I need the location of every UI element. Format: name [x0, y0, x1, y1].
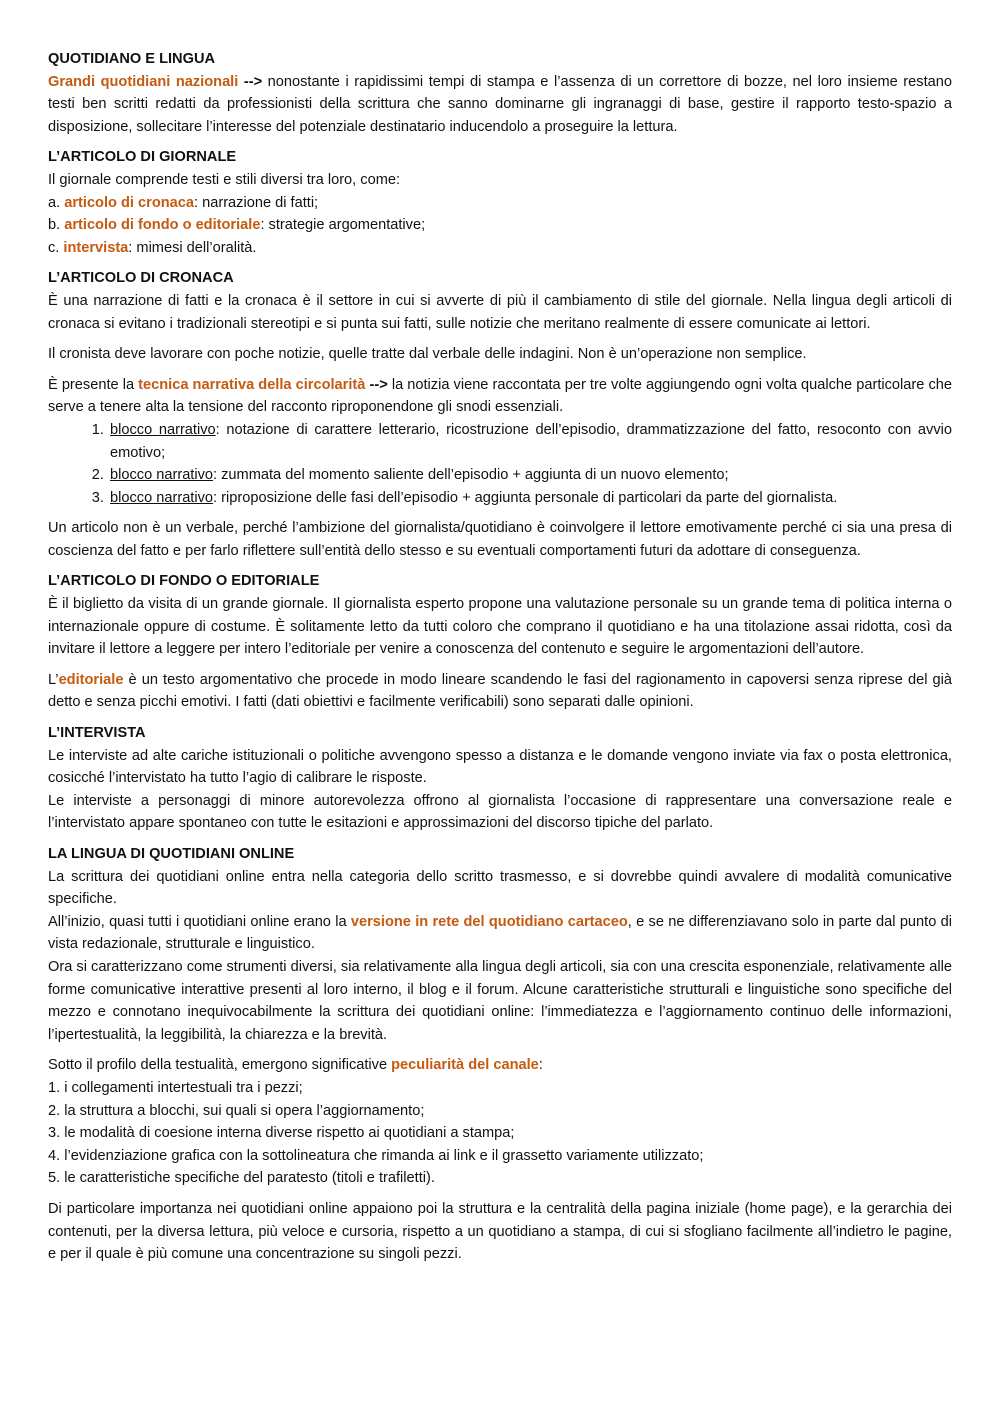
highlight-term: intervista: [63, 239, 129, 256]
highlight-term: Grandi quotidiani nazionali: [48, 73, 239, 90]
section-heading-intervista: L’INTERVISTA: [48, 725, 146, 742]
list-item: [48, 192, 952, 215]
list-item: [108, 419, 952, 464]
arrow: -->: [243, 73, 263, 90]
highlight-term: editoriale: [58, 671, 124, 688]
paragraph-text: È presente la: [48, 376, 139, 393]
list-prefix: b.: [48, 217, 65, 234]
underlined-term: blocco narrativo: [110, 467, 214, 484]
highlight-term: versione in rete del quotidiano cartaceo: [350, 913, 628, 930]
section-heading-articolo-giornale: L’ARTICOLO DI GIORNALE: [48, 149, 237, 166]
list-item: 4. l’evidenziazione grafica con la sottolineatura che rimanda ai link e il grassetto variamente utilizzato;: [48, 1147, 704, 1164]
paragraph-text: , e se ne differenziavano solo in parte dal punto di vista redazionale, strutturale e linguistico.: [48, 913, 952, 953]
list-text: : notazione di carattere letterario, ricostruzione dell’episodio, drammatizzazione del fatto, resoconto con avvio emotivo;: [110, 421, 952, 461]
section-heading-quotidiano: QUOTIDIANO E LINGUA: [48, 51, 216, 67]
underlined-term: blocco narrativo: [110, 421, 216, 438]
list-item: 2. la struttura a blocchi, sui quali si opera l’aggiornamento;: [48, 1102, 425, 1119]
paragraph: Il cronista deve lavorare con poche notizie, quelle tratte dal verbale delle indagini. Non è un’operazione non semplice.: [48, 346, 807, 363]
paragraph: [48, 669, 952, 714]
list-item: [108, 487, 952, 510]
section-heading-editoriale: L’ARTICOLO DI FONDO O EDITORIALE: [48, 573, 320, 590]
paragraph: [48, 71, 952, 139]
list-item: 1. i collegamenti intertestuali tra i pezzi;: [48, 1079, 303, 1096]
paragraph-text: All’inizio, quasi tutti i quotidiani online erano la: [48, 913, 351, 930]
paragraph-text: è un testo argomentativo che procede in modo lineare scandendo le fasi del ragionamento in capoversi senza riprese del già detto e senza picchi emotivi. I fatti (dati obiettivi e facilmente verificabili) sono separati dalle opinioni.: [48, 671, 952, 711]
list-text: : zummata del momento saliente dell’episodio + aggiunta di un nuovo elemento;: [213, 467, 729, 484]
paragraph: È una narrazione di fatti e la cronaca è il settore in cui si avverte di più il cambiamento di stile del giornale. Nella lingua degli articoli di cronaca si evitano i tradizionali stereotipi e si punta sui fatti, sulle notizie che meritano realmente di essere comunicate ai lettori.: [48, 292, 952, 332]
paragraph: La scrittura dei quotidiani online entra nella categoria dello scritto trasmesso, e si dovrebbe quindi avvalere di modalità comunicative specifiche.: [48, 868, 952, 908]
list-text: : mimesi dell’oralità.: [128, 239, 257, 256]
list-prefix: a.: [48, 194, 65, 211]
list-text: : riproposizione delle fasi dell’episodio + aggiunta personale di particolari da parte del giornalista.: [213, 489, 838, 506]
list-text: : narrazione di fatti;: [194, 194, 319, 211]
paragraph-text: nonostante i rapidissimi tempi di stampa e l’assenza di un correttore di bozze, nel loro insieme restano testi ben scritti redatti da professionisti della scrittura che sanno dominarne gli ingranaggi di base, gestire il rapporto testo-spazio a disposizione, sollecitare l’interesse del potenziale destinatario inducendolo a proseguire la lettura.: [48, 73, 952, 135]
list-item: 3. le modalità di coesione interna diverse rispetto ai quotidiani a stampa;: [48, 1125, 515, 1142]
list-item: [108, 464, 952, 487]
document-page: [48, 48, 952, 1266]
highlight-term: tecnica narrativa della circolarità: [138, 376, 366, 393]
highlight-term: articolo di fondo o editoriale: [64, 217, 261, 234]
list-item: [48, 237, 952, 260]
highlight-term: peculiarità del canale: [391, 1057, 539, 1074]
list-item: 5. le caratteristiche specifiche del paratesto (titoli e trafiletti).: [48, 1170, 435, 1187]
paragraph: Un articolo non è un verbale, perché l’ambizione del giornalista/quotidiano è coinvolgere il lettore emotivamente perché ci sia una presa di coscienza del fatto e per farlo riflettere sull’entità dello stesso e su eventuali comportamenti futuri da adottare di conseguenza.: [48, 520, 952, 559]
list-item: [48, 214, 952, 237]
paragraph-text: la notizia viene raccontata per tre volte aggiungendo ogni volta qualche particolare che serve a tenere alta la tensione del racconto riproponendone gli snodi essenziali.: [48, 376, 952, 416]
paragraph-text: Sotto il profilo della testualità, emergono significative: [48, 1057, 392, 1074]
paragraph-text: L’: [48, 671, 59, 688]
paragraph: Ora si caratterizzano come strumenti diversi, sia relativamente alla lingua degli articoli, sia con una crescita esponenziale, relativamente alle forme comunicative interattive presenti al loro interno, il blog e il forum. Alcune caratteristiche strutturali e linguistiche sono specifiche del mezzo e connotano inequivocabilmente la scrittura dei quotidiani online: l’immediatezza e l’aggiornamento continuo delle informazioni, l’ipertestualità, la leggibilità, la chiarezza e la brevità.: [48, 958, 952, 1043]
underlined-term: blocco narrativo: [110, 489, 214, 506]
arrow: -->: [365, 376, 388, 393]
paragraph-text: :: [538, 1057, 543, 1074]
section-heading-cronaca: L’ARTICOLO DI CRONACA: [48, 270, 234, 287]
paragraph: È il biglietto da visita di un grande giornale. Il giornalista esperto propone una valutazione personale su un grande tema di politica interna o internazionale oppure di costume. È solitamente letto da tutti coloro che comprano il quotidiano e ha una titolazione assai ridotta, così da invitare il lettore a leggere per intero l’editoriale per venire a conoscenza del contenuto e seguire le argomentazioni dell’autore.: [48, 596, 952, 658]
paragraph: Le interviste a personaggi di minore autorevolezza offrono al giornalista l’occasione di rappresentare una conversazione reale e l’intervistato appare spontaneo con tutte le esitazioni e approssimazioni del discorso tipiche del parlato.: [48, 792, 952, 832]
paragraph: [48, 1054, 952, 1077]
paragraph: [48, 911, 952, 956]
highlight-term: articolo di cronaca: [64, 194, 194, 211]
list-text: : strategie argomentative;: [260, 217, 426, 234]
numbered-list: [48, 419, 952, 509]
section-heading-online: LA LINGUA DI QUOTIDIANI ONLINE: [48, 846, 295, 862]
paragraph: [48, 374, 952, 419]
paragraph: Di particolare importanza nei quotidiani online appaiono poi la struttura e la centralità della pagina iniziale (home page), e la gerarchia dei contenuti, per la diversa lettura, più veloce e cursoria, rispetto a un quotidiano a stampa, di cui si sfogliano facilmente all’indietro le pagine, e per il quale è più comune una concentrazione su singoli pezzi.: [48, 1200, 952, 1263]
paragraph: Il giornale comprende testi e stili diversi tra loro, come:: [48, 171, 401, 188]
list-prefix: c.: [48, 239, 64, 256]
paragraph: Le interviste ad alte cariche istituzionali o politiche avvengono spesso a distanza e le domande vengono inviate via fax o posta elettronica, cosicché l’intervistato ha tutto l’agio di calibrare le risposte.: [48, 747, 952, 787]
